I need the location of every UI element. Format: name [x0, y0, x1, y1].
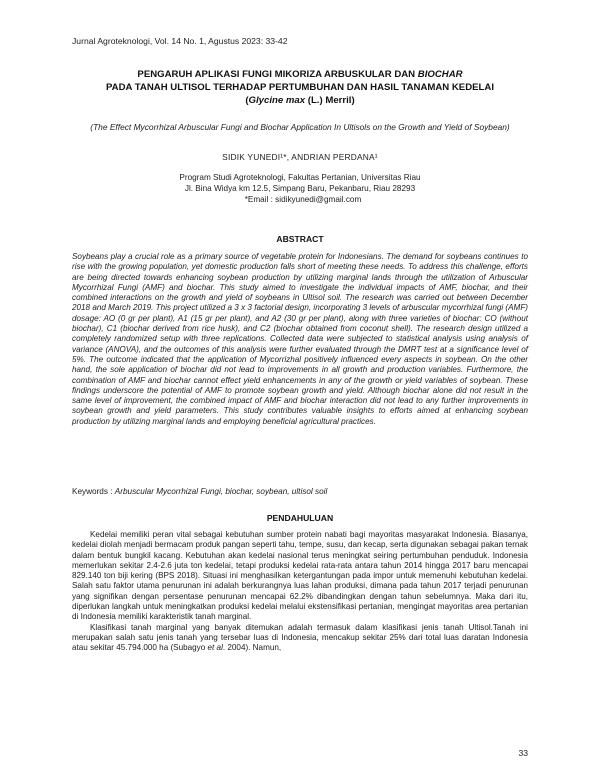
paragraph-2-et-al: et al [207, 643, 223, 653]
title-biochar-italic: BIOCHAR [417, 69, 463, 80]
paragraph-2-text-a: Klasifikasi tanah marginal yang banyak ditemukan adalah termasuk dalam klasifikasi jenis tanah Ultisol.Tanah ini merupakan salah satu jenis tanah yang tersebar luas di Indonesia, mencakup sekitar 25% dari total luas daratan Indonesia atau sekitar 45.794.000 ha (Subagyo [72, 622, 528, 653]
introduction-heading: PENDAHULUAN [266, 513, 334, 523]
affiliation-email: *Email : sidikyunedi@gmail.com [244, 195, 362, 204]
keywords-values: Arbuscular Mycorrhizal Fungi, biochar, soybean, ultisol soil [114, 487, 328, 496]
abstract-text: Soybeans play a crucial role as a primary source of vegetable protein for Indonesians. The demand for soybeans continues to rise with the growing population, yet domestic production falls short of meeting these needs. To address this challenge, efforts are being directed towards enhancing soybean production by utilizing marginal lands through the utilization of Arbuscular Mycorrhizal Fungi (AMF) and biochar. This study aimed to investigate the individual impacts of AMF, biochar, and their combined interactions on the growth and yield of soybeans in Ultisol soil. The research was carried out between December 2018 and March 2019. This project utilized a 3 x 3 factorial design, incorporating 3 levels of arbuscular mycorrhizal fungi (AMF) dosage: AO (0 gr per plant), A1 (15 gr per plant), and A2 (30 gr per plant), along with three varieties of biochar: CO (without biochar), C1 (biochar derived from rice husk), and C2 (biochar obtained from coconut shell). The research design utilized a completely randomized setup with three replications. Collected data were subjected to statistical analysis using analysis of variance (ANOVA), and the outcomes of this analysis were further evaluated through the DMRT test at a significance level of 5%. The outcome indicated that the application of Mycorrizhal positively influenced every aspects in soybean. On the other hand, the sole application of biochar did not lead to improvements in all growth and production variables. Furthermore, the combination of AMF and biochar cannot effect yield enhancements in any of the growth or yield variables of soybean. These findings underscore the potential of AMF to promote soybean growth and yield. Although biochar alone did not result in the same level of improvement, the combined impact of AMF and biochar interaction did not lead to any further improvements in soybean growth and yield parameters. This study contributes valuable insights to efforts aimed at enhancing soybean production by utilizing marginal lands and employing beneficial agricultural practices. [72, 252, 528, 426]
english-subtitle: (The Effect Mycorrhizal Arbuscular Fungi and Biochar Application In Ultisols on the Growth and Yield of Soybean) [90, 122, 510, 132]
title-line-1 [60, 68, 540, 81]
affiliation-institution: Program Studi Agroteknologi, Fakultas Pertanian, Universitas Riau [179, 173, 421, 182]
title-line-2: PADA TANAH ULTISOL TERHADAP PERTUMBUHAN DAN HASIL TANAMAN KEDELAI [105, 82, 494, 93]
abstract-heading: ABSTRACT [276, 234, 324, 244]
title-line-3 [60, 94, 540, 107]
introduction-body [72, 530, 528, 654]
authors: SIDIK YUNEDI¹*, ANDRIAN PERDANA¹ [222, 152, 378, 162]
affiliation-address: Jl. Bina Widya km 12.5, Simpang Baru, Pekanbaru, Riau 28293 [184, 184, 416, 193]
title-line-1-main: PENGARUH APLIKASI FUNGI MIKORIZA ARBUSKULAR DAN [137, 69, 418, 80]
keywords [72, 487, 528, 496]
affiliation [0, 172, 600, 205]
title-paren-open: ( [245, 95, 249, 106]
introduction-paragraph-2 [72, 623, 528, 654]
article-title [60, 68, 540, 107]
introduction-paragraph-1: Kedelai memiliki peran vital sebagai kebutuhan sumber protein nabati bagi mayoritas masyarakat Indonesia. Biasanya, kedelai diolah menjadi bermacam produk pangan seperti tahu, tempe, susu, dan kecap, serta digunakan sebagai pakan ternak dalam bentuk bungkil kacang. Kebutuhan akan kedelai nasional terus meningkat seiring pertumbuhan penduduk. Indonesia memerlukan sekitar 2.4-2.6 juta ton kedelai, tetapi produksi kedelai rata-rata antara tahun 2014 hingga 2017 baru mencapai 829.140 ton biji kering (BPS 2018). Situasi ini menghasilkan ketergantungan pada impor untuk memenuhi kebutuhan kedelai. Salah satu faktor utama penurunan ini adalah berkurangnya luas lahan produksi, dimana pada tahun 2017 terjadi penurunan yang signifikan dengan persentase penurunan mencapai 62.2% dibandingkan dengan tahun sebelumnya. Maka dari itu, diperlukan langkah untuk meningkatkan produksi kedelai melalui ekstensifikasi pertanian, mengingat mayoritas area pertanian di Indonesia memiliki karakteristik tanah marginal. [72, 530, 528, 622]
journal-header: Jurnal Agroteknologi, Vol. 14 No. 1, Agustus 2023: 33-42 [72, 36, 288, 46]
paragraph-2-text-b: . 2004). Namun, [222, 643, 282, 653]
page-number: 33 [518, 748, 528, 758]
title-species-italic: Glycine max [248, 95, 306, 106]
title-line-3-rest: (L.) Merril) [305, 95, 355, 106]
keywords-label: Keywords : [72, 487, 115, 496]
